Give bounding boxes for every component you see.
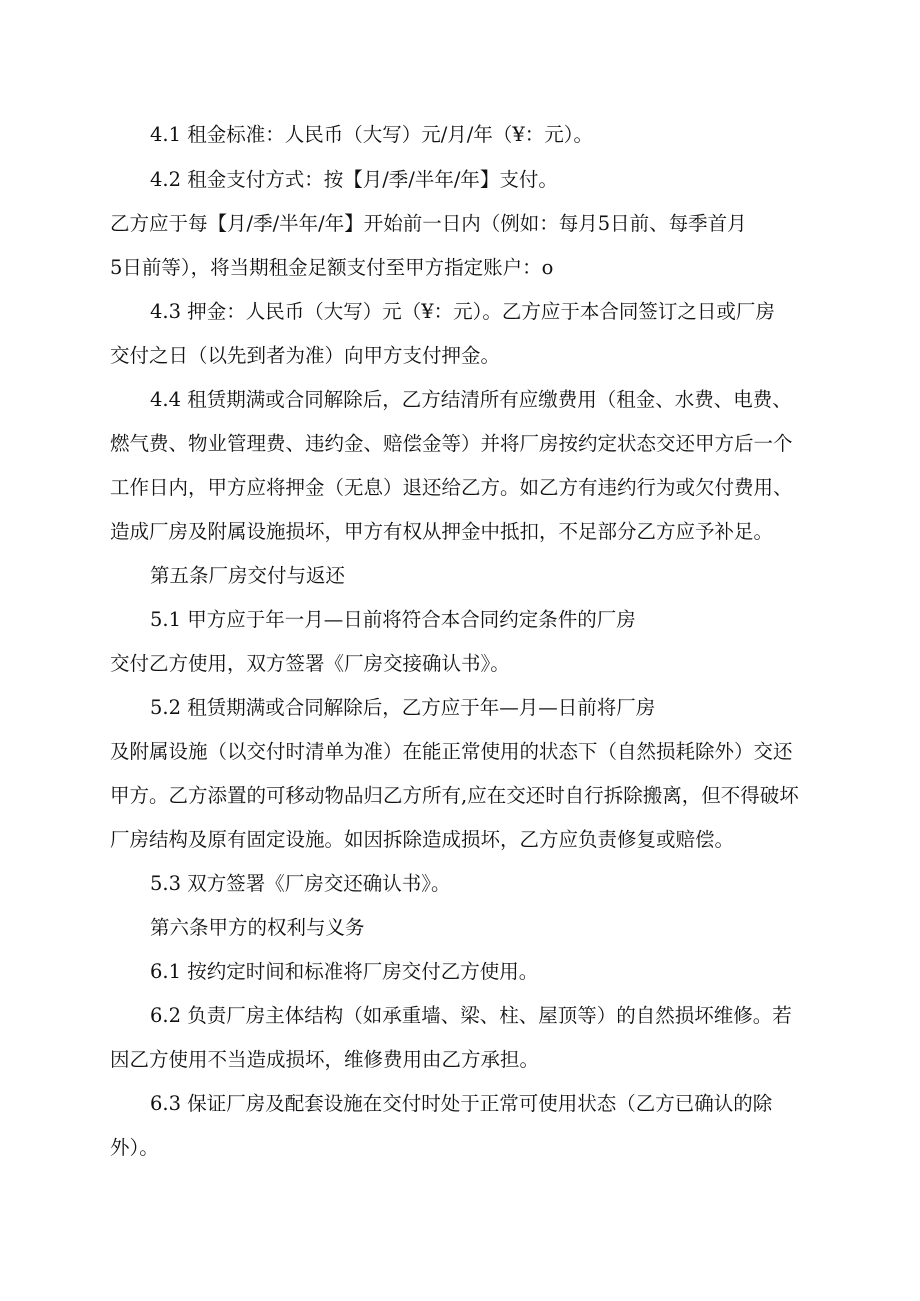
- clause-5-2-line-3: 甲方。乙方添置的可移动物品归乙方所有,应在交还时自行拆除搬离，但不得破坏: [110, 784, 799, 807]
- clause-6-3-line-2: 外）。: [110, 1136, 159, 1159]
- clause-5-1-line-2: 交付乙方使用，双方签署《厂房交接确认书》。: [110, 652, 510, 675]
- clause-4-4-line-2: 燃气费、物业管理费、违约金、赔偿金等）并将厂房按约定状态交还甲方后一个: [110, 432, 793, 455]
- article-5-heading: 第五条厂房交付与返还: [150, 564, 346, 587]
- clause-4-2: 4.2 租金支付方式：按【月/季/半年/年】支付。: [150, 168, 558, 191]
- clause-4-4-line-3: 工作日内，甲方应将押金（无息）退还给乙方。如乙方有违约行为或欠付费用、: [110, 476, 793, 499]
- article-6-heading: 第六条甲方的权利与义务: [150, 916, 365, 939]
- clause-5-2-line-2: 及附属设施（以交付时清单为准）在能正常使用的状态下（自然损耗除外）交还: [110, 740, 793, 763]
- clause-4-3-line-2: 交付之日（以先到者为准）向甲方支付押金。: [110, 344, 501, 367]
- clause-6-2-line-2: 因乙方使用不当造成损坏，维修费用由乙方承担。: [110, 1048, 540, 1071]
- clause-5-1: 5.1 甲方应于年一月—日前将符合本合同约定条件的厂房: [150, 608, 636, 631]
- clause-4-4: 4.4 租赁期满或合同解除后，乙方结清所有应缴费用（租金、水费、电费、: [150, 388, 792, 411]
- clause-5-2: 5.2 租赁期满或合同解除后，乙方应于年—月—日前将厂房: [150, 696, 656, 719]
- clause-4-2-text-line-1: 乙方应于每【月/季/半年/年】开始前一日内（例如：每月5日前、每季首月: [110, 212, 747, 235]
- clause-4-1: 4.1 租金标准：人民币（大写）元/月/年（¥：元）。: [150, 123, 594, 146]
- clause-6-1: 6.1 按约定时间和标准将厂房交付乙方使用。: [150, 960, 539, 983]
- clause-4-2-text-line-2: 5日前等），将当期租金足额支付至甲方指定账户：o: [110, 256, 554, 279]
- clause-6-2: 6.2 负责厂房主体结构（如承重墙、梁、柱、屋顶等）的自然损坏维修。若: [150, 1004, 792, 1027]
- clause-5-2-line-4: 厂房结构及原有固定设施。如因拆除造成损坏，乙方应负责修复或赔偿。: [110, 828, 735, 851]
- clause-4-4-line-4: 造成厂房及附属设施损坏，甲方有权从押金中抵扣，不足部分乙方应予补足。: [110, 520, 774, 543]
- clause-5-3: 5.3 双方签署《厂房交还确认书》。: [150, 872, 451, 895]
- clause-6-3: 6.3 保证厂房及配套设施在交付时处于正常可使用状态（乙方已确认的除: [150, 1092, 773, 1115]
- clause-4-3: 4.3 押金：人民币（大写）元（¥：元）。乙方应于本合同签订之日或厂房: [150, 300, 775, 323]
